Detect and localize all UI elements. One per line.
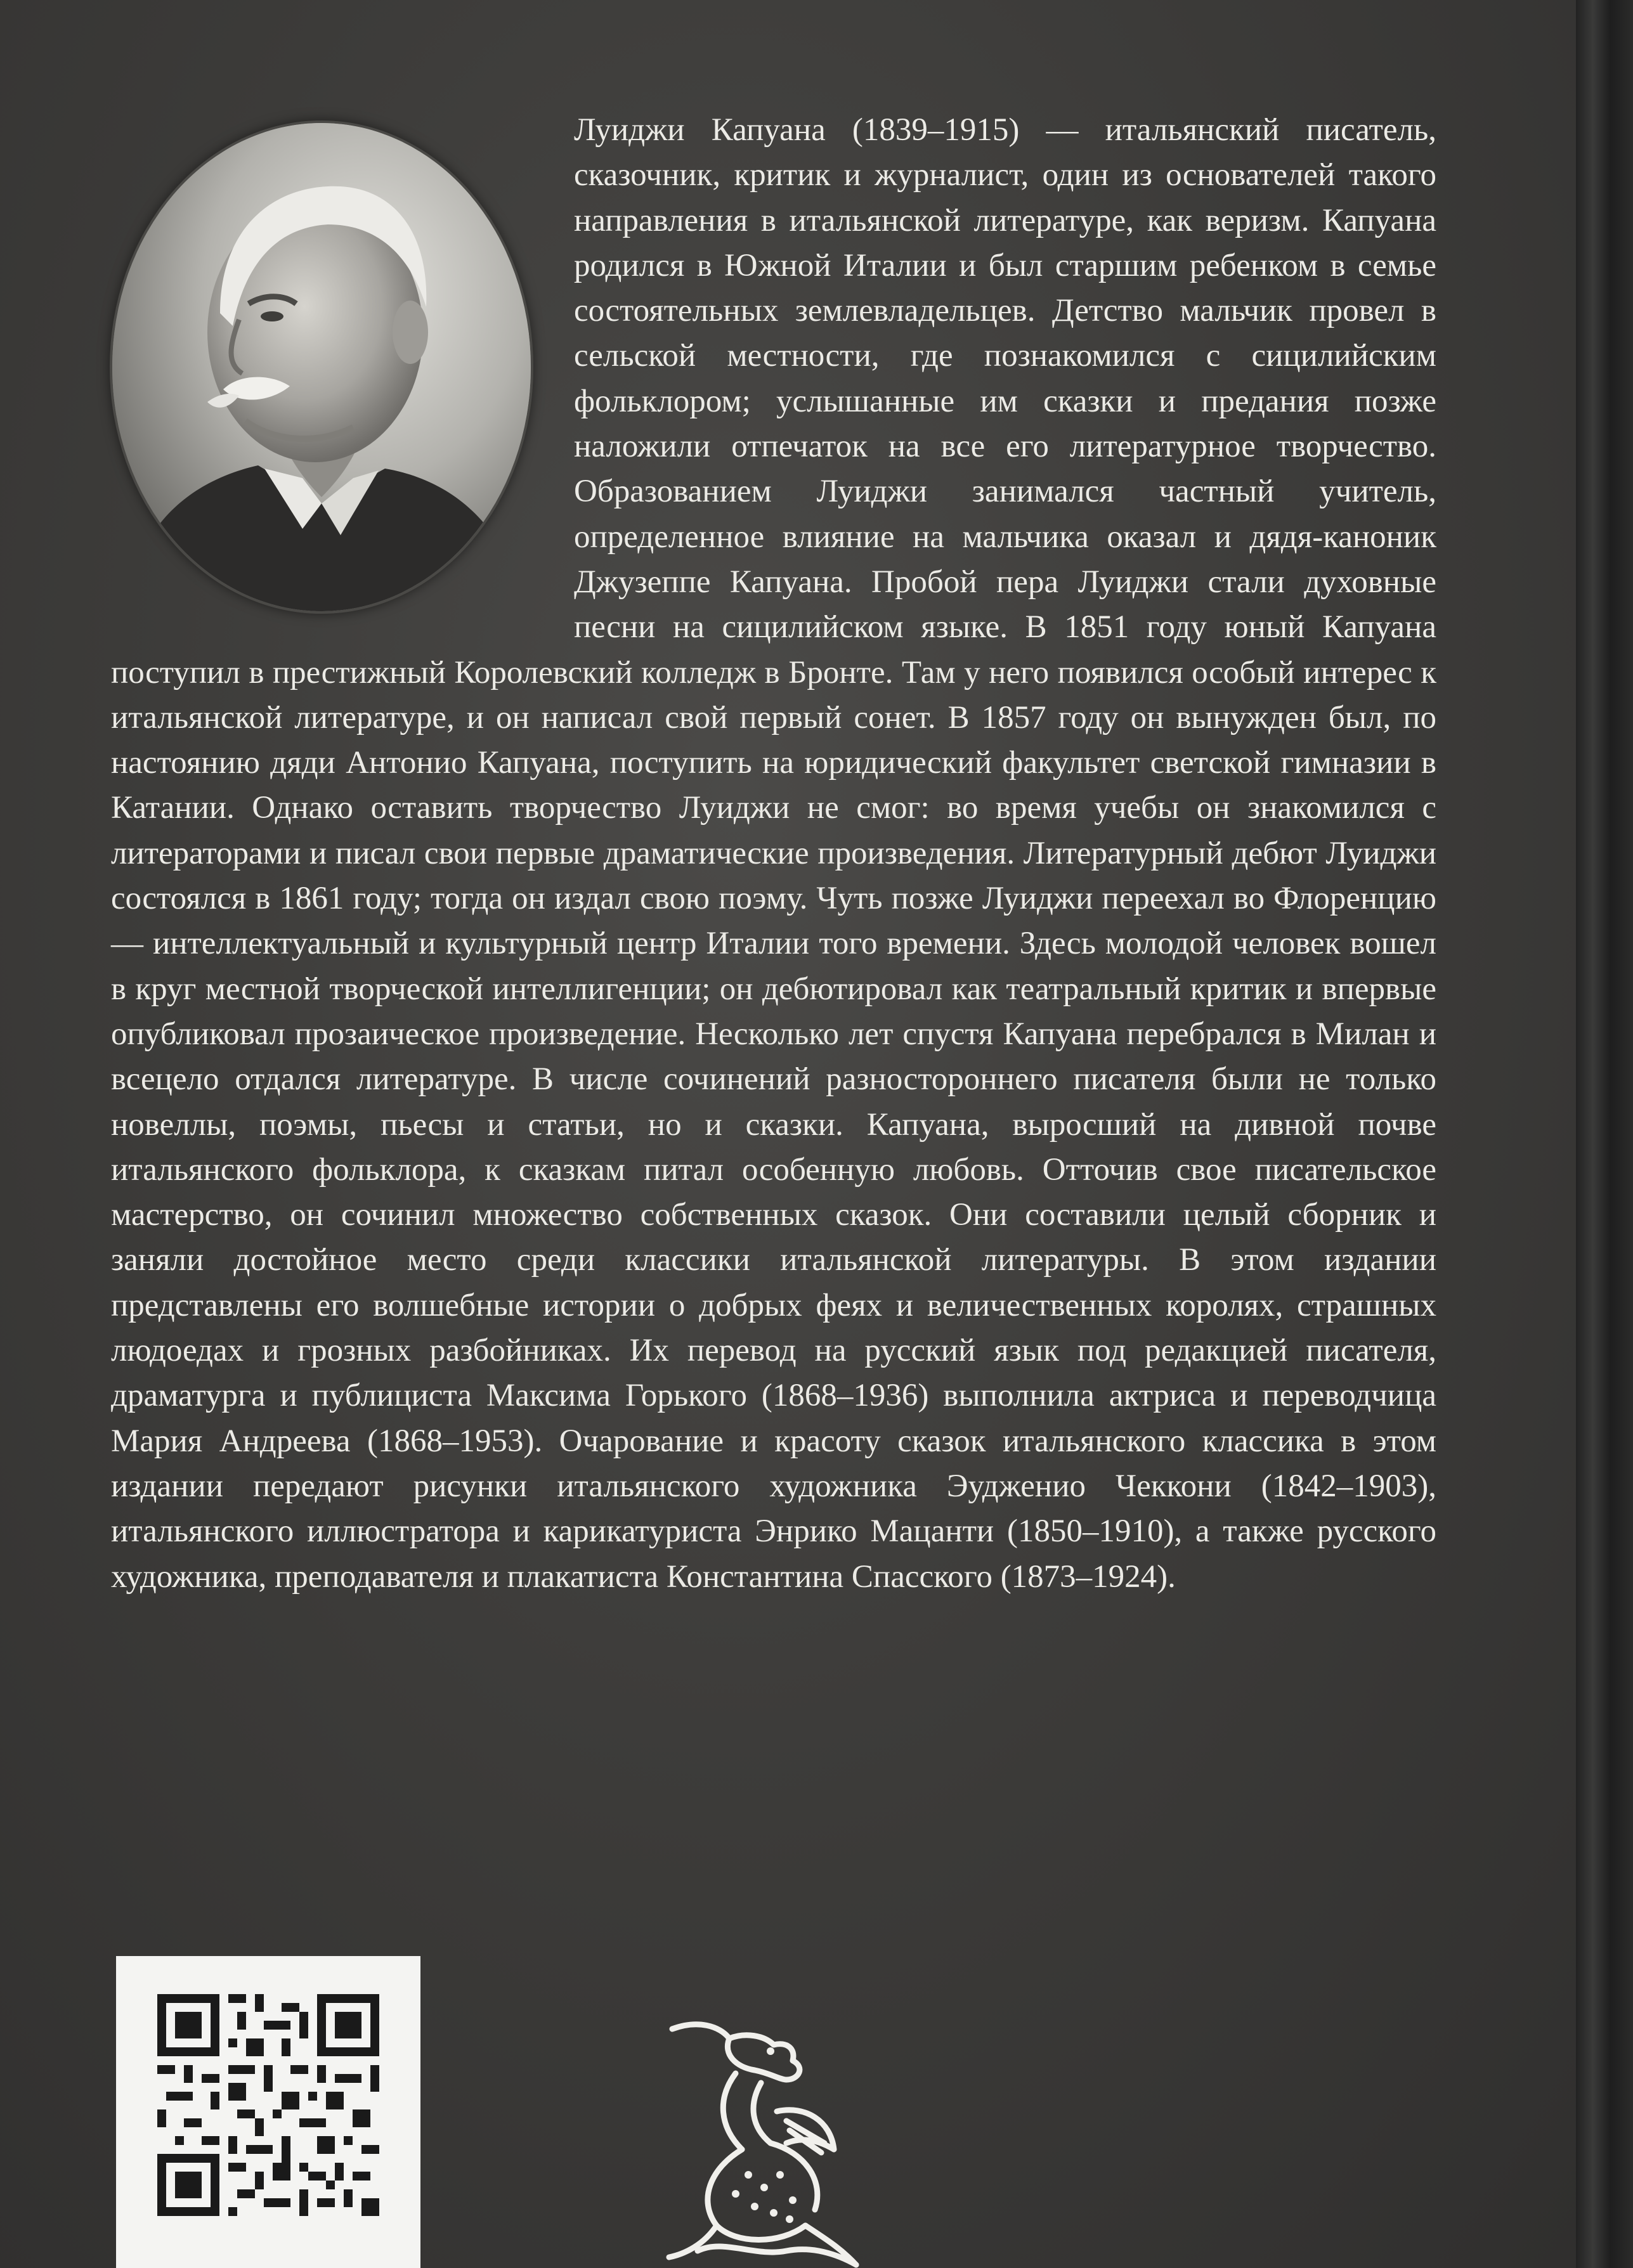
author-biography (111, 108, 1436, 1598)
qr-code-icon[interactable] (157, 1994, 379, 2216)
portrait-text-wrap-spacer (111, 108, 555, 609)
dragon-publisher-logo-icon (660, 2016, 869, 2268)
biography-text: Луиджи Капуана (1839–1915) — итальянский писатель, сказочник, критик и журналист, один из основателей такого направления в итальянской литературе, как веризм. Капуана родился в Южной Италии и был старшим ребенком в семье состоятельных землевладельцев. Детство мальчик провел в сельской местности, где познакомился с сицилийским фольклором; услышанные им сказки и предания позже наложили отпечаток на все его литературное творчество. Образованием Луиджи занимался частный учитель, определенное влияние на мальчика оказал и дядя-каноник Джузеппе Капуана. Пробой пера Луиджи стали духовные песни на сицилийском языке. В 1851 году юный Капуана поступил в престижный Королевский колледж в Бронте. Там у него появился особый интерес к итальянской литературе, и он написал свой первый сонет. В 1857 году он вынужден был, по настоянию дяди Антонио Капуана, поступить на юридический факультет светской гимназии в Катании. Однако оставить творчество Луиджи не смог: во время учебы он знакомился с литераторами и писал свои первые драматические произведения. Литературный дебют Луиджи состоялся в 1861 году; тогда он издал свою поэму. Чуть позже Луиджи переехал во Флоренцию — интеллектуальный и культурный центр Италии того времени. Здесь молодой человек вошел в круг местной творческой интеллигенции; он дебютировал как театральный критик и впервые опубликовал прозаическое произведение. Несколько лет спустя Капуана перебрался в Милан и всецело отдался литературе. В числе сочинений разностороннего писателя были не только новеллы, поэмы, пьесы и статьи, но и сказки. Капуана, выросший на дивной почве итальянского фольклора, к сказкам питал особенную любовь. Отточив свое писательское мастерство, он сочинил множество собственных сказок. Они составили целый сборник и заняли достойное место среди классики итальянской литературы. В этом издании представлены его волшебные истории о добрых феях и величественных королях, страшных людоедах и грозных разбойниках. Их перевод на русский язык под редакцией писателя, драматурга и публициста Максима Горького (1868–1936) выполнила актриса и переводчица Мария Андреева (1868–1953). Очарование и красоту сказок итальянского классика в этом издании передают рисунки итальянского художника Эудженио Чеккони (1842–1903), итальянского иллюстратора и карикатуриста Энрико Мацанти (1850–1910), а также русского художника, преподавателя и плакатиста Константина Спасского (1873–1924). (111, 112, 1436, 1595)
qr-code-panel[interactable] (116, 1956, 420, 2268)
book-spine-edge (1576, 0, 1633, 2268)
